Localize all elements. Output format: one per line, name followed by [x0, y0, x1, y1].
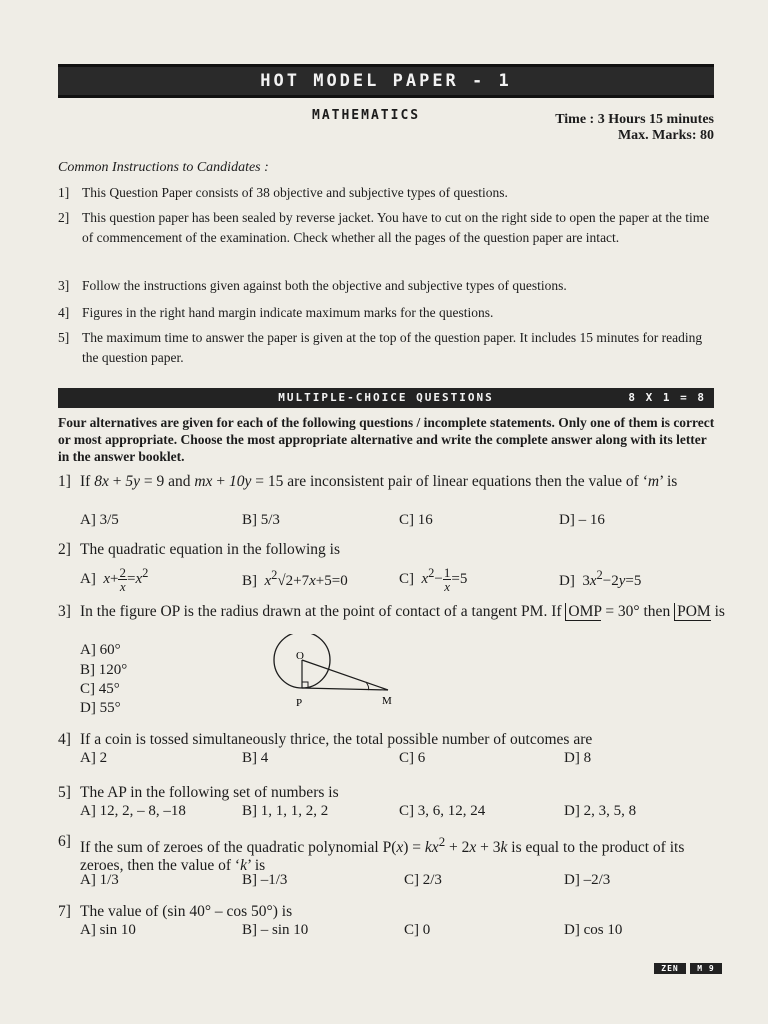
question-6 [58, 833, 726, 875]
point-o-label: O [296, 650, 304, 662]
instruction-text: Figures in the right hand margin indicate maximum marks for the questions. [82, 305, 494, 320]
option-c: C] 6 [399, 750, 426, 766]
question-4 [58, 731, 726, 749]
question-text: If a coin is tossed simultaneously thrice, the total possible number of outcomes are [80, 731, 593, 748]
instruction-number: 3] [58, 278, 70, 293]
option-d: D] 2, 3, 5, 8 [564, 803, 637, 819]
instruction-item [58, 328, 718, 368]
question-text: The quadratic equation in the following is [80, 541, 340, 558]
instruction-item [58, 208, 718, 248]
time-allowed: Time : 3 Hours 15 minutes [555, 112, 714, 127]
option-a: A] sin 10 [80, 922, 136, 938]
option-b: B] –1/3 [242, 872, 288, 888]
option-a: A] x+ $\frac{2}{x}$ $=x^2$ [80, 565, 149, 595]
mcq-instructions: Four alternatives are given for each of the following questions / incomplete statements. Only one of them is correct or most appropriate. Choose the most appropriate alternative and write the complete answer along with its letter in the answer booklet. [58, 415, 715, 464]
option-a: A] 1/3 [80, 872, 119, 888]
instruction-text: This question paper has been sealed by reverse jacket. You have to cut on the right side to open the paper at the time of commencement of the examination. Check whether all the pages of the question paper are intact. [82, 210, 710, 245]
instruction-text: This Question Paper consists of 38 objective and subjective types of questions. [82, 185, 508, 200]
mcq-section-marks: 8 X 1 = 8 [628, 391, 706, 404]
instruction-item [58, 183, 718, 203]
tangent-pm [302, 688, 388, 690]
instruction-text: Follow the instructions given against both the objective and subjective types of questions. [82, 278, 567, 293]
option-d: D] 55° [80, 700, 121, 716]
question-number: 4] [58, 731, 71, 748]
instruction-number: 2] [58, 210, 70, 225]
instruction-text: The maximum time to answer the paper is given at the top of the question paper. It includes 15 minutes for reading the question paper. [82, 330, 703, 365]
question-number: 2] [58, 541, 71, 558]
question-3 [58, 603, 726, 621]
footer-page-tag: M 9 [690, 963, 722, 974]
mcq-section-title: MULTIPLE-CHOICE QUESTIONS [278, 391, 494, 404]
question-number: 1] [58, 473, 71, 490]
instruction-item [58, 276, 718, 296]
question-text: The AP in the following set of numbers is [80, 784, 339, 801]
question-number: 5] [58, 784, 71, 801]
instruction-number: 1] [58, 185, 70, 200]
question-number: 3] [58, 603, 71, 620]
instruction-number: 4] [58, 305, 70, 320]
option-c: C] 2/3 [404, 872, 442, 888]
point-p-label: P [296, 697, 303, 709]
option-b: B] 4 [242, 750, 269, 766]
question-1 [58, 473, 726, 491]
option-c: C] 0 [404, 922, 431, 938]
question-2 [58, 541, 726, 559]
question-text: If 8x + 5y = 9 and mx + 10y = 15 are inconsistent pair of linear equations then the value of ‘m’ is [80, 473, 678, 490]
question-5 [58, 784, 726, 802]
instruction-number: 5] [58, 330, 70, 345]
mcq-section-bar [58, 388, 714, 408]
option-a: A] 2 [80, 750, 108, 766]
tangent-figure [262, 634, 412, 714]
option-d: D] – 16 [559, 512, 605, 528]
option-b: B] – sin 10 [242, 922, 309, 938]
option-d: D] –2/3 [564, 872, 611, 888]
question-text: The value of (sin 40° – cos 50°) is [80, 903, 293, 920]
question-text: If the sum of zeroes of the quadratic polynomial $P(x) = kx^2 + 2x + 3k$ is equal to the product of its zeroes, then the value of ‘k’ is [80, 834, 685, 875]
max-marks: Max. Marks: 80 [617, 128, 714, 143]
option-c: C] 3, 6, 12, 24 [399, 803, 486, 819]
option-b: B] 1, 1, 1, 2, 2 [242, 803, 329, 819]
option-a: A] 12, 2, – 8, –18 [80, 803, 186, 819]
option-a: A] 60° [80, 642, 121, 658]
instructions-heading: Common Instructions to Candidates : [58, 160, 269, 175]
question-text: In the figure OP is the radius drawn at the point of contact of a tangent PM. If OMP = 30° then POM is [80, 603, 725, 620]
option-c: C] $x^2-$ $\frac{1}{x}$ =5 [399, 565, 468, 595]
option-b: B] $x^2√2+7x+5=0$ [242, 568, 348, 589]
instruction-item [58, 303, 718, 323]
option-d: D] 8 [564, 750, 592, 766]
option-d: D] cos 10 [564, 922, 623, 938]
option-b: B] 5/3 [242, 512, 280, 528]
question-number: 6] [58, 833, 71, 850]
option-d: D] $3x^2-2y=5$ [559, 568, 642, 589]
option-b: B] 120° [80, 662, 128, 678]
question-number: 7] [58, 903, 71, 920]
question-7 [58, 903, 726, 921]
option-c: C] 45° [80, 681, 120, 697]
option-a: A] 3/5 [80, 512, 119, 528]
subject-title: MATHEMATICS [312, 108, 421, 123]
footer-publisher-tag: ZEN [654, 963, 686, 974]
paper-title-banner: HOT MODEL PAPER - 1 [58, 64, 714, 98]
point-m-label: M [382, 695, 392, 707]
option-c: C] 16 [399, 512, 433, 528]
time-and-marks [520, 112, 714, 144]
